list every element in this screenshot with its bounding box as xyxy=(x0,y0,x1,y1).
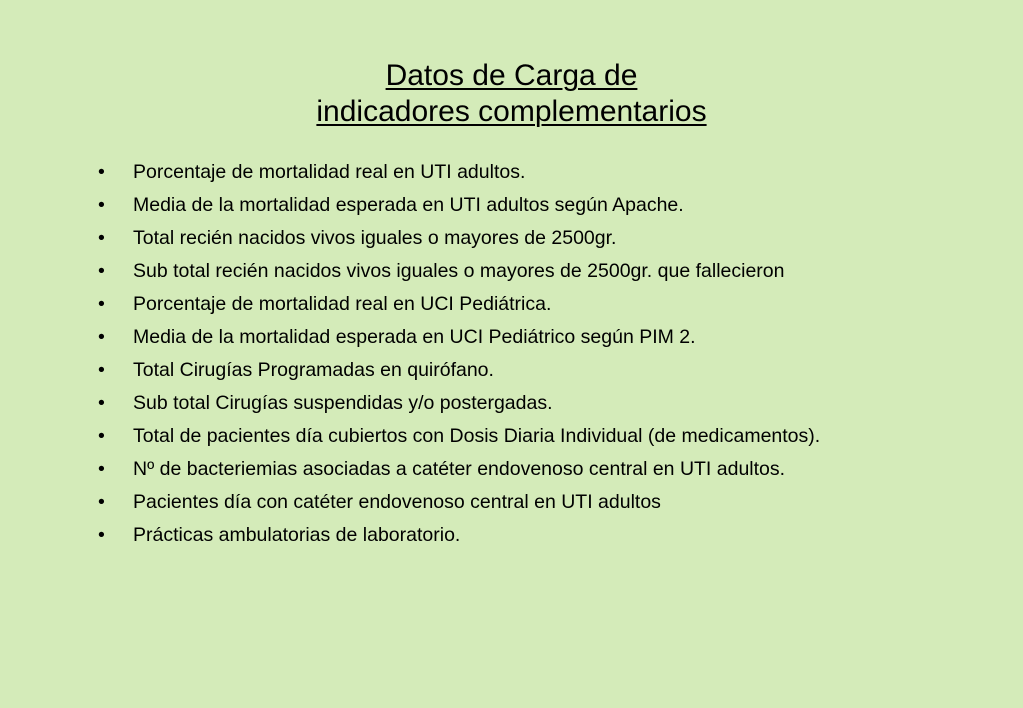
slide-title xyxy=(0,58,1023,130)
bullet-icon: • xyxy=(98,227,105,249)
bullet-icon: • xyxy=(98,161,105,183)
bullet-icon: • xyxy=(98,194,105,216)
list-item-text: Pacientes día con catéter endovenoso central en UTI adultos xyxy=(133,491,661,513)
slide-title-line-1: Datos de Carga de xyxy=(385,59,638,92)
list-item-text: Total de pacientes día cubiertos con Dosis Diaria Individual (de medicamentos). xyxy=(133,425,821,447)
list-item-text: Media de la mortalidad esperada en UCI Pediátrico según PIM 2. xyxy=(133,326,696,348)
bullet-icon: • xyxy=(98,524,105,546)
bullet-icon: • xyxy=(98,458,105,480)
bullet-icon: • xyxy=(98,260,105,282)
list-item-text: Sub total recién nacidos vivos iguales o mayores de 2500gr. que fallecieron xyxy=(133,260,785,282)
list-item xyxy=(98,455,868,484)
bullet-icon: • xyxy=(98,491,105,513)
list-item xyxy=(98,488,868,517)
list-item xyxy=(98,356,868,385)
list-item xyxy=(98,389,868,418)
list-item xyxy=(98,224,868,253)
list-item xyxy=(98,158,868,187)
list-item xyxy=(98,422,868,451)
slide-title-line-2: indicadores complementarios xyxy=(316,95,707,128)
list-item-text: Total Cirugías Programadas en quirófano. xyxy=(133,359,494,381)
list-item-text: Porcentaje de mortalidad real en UTI adultos. xyxy=(133,161,526,183)
indicator-list xyxy=(98,158,868,554)
bullet-icon: • xyxy=(98,326,105,348)
list-item-text: Prácticas ambulatorias de laboratorio. xyxy=(133,524,461,546)
list-item xyxy=(98,257,868,286)
list-item xyxy=(98,521,868,550)
bullet-icon: • xyxy=(98,293,105,315)
list-item-text: Total recién nacidos vivos iguales o mayores de 2500gr. xyxy=(133,227,617,249)
list-item xyxy=(98,323,868,352)
list-item-text: Media de la mortalidad esperada en UTI adultos según Apache. xyxy=(133,194,684,216)
list-item xyxy=(98,290,868,319)
bullet-icon: • xyxy=(98,359,105,381)
list-item xyxy=(98,191,868,220)
list-item-text: Nº de bacteriemias asociadas a catéter endovenoso central en UTI adultos. xyxy=(133,458,786,480)
bullet-icon: • xyxy=(98,425,105,447)
list-item-text: Porcentaje de mortalidad real en UCI Pediátrica. xyxy=(133,293,552,315)
bullet-icon: • xyxy=(98,392,105,414)
list-item-text: Sub total Cirugías suspendidas y/o postergadas. xyxy=(133,392,553,414)
